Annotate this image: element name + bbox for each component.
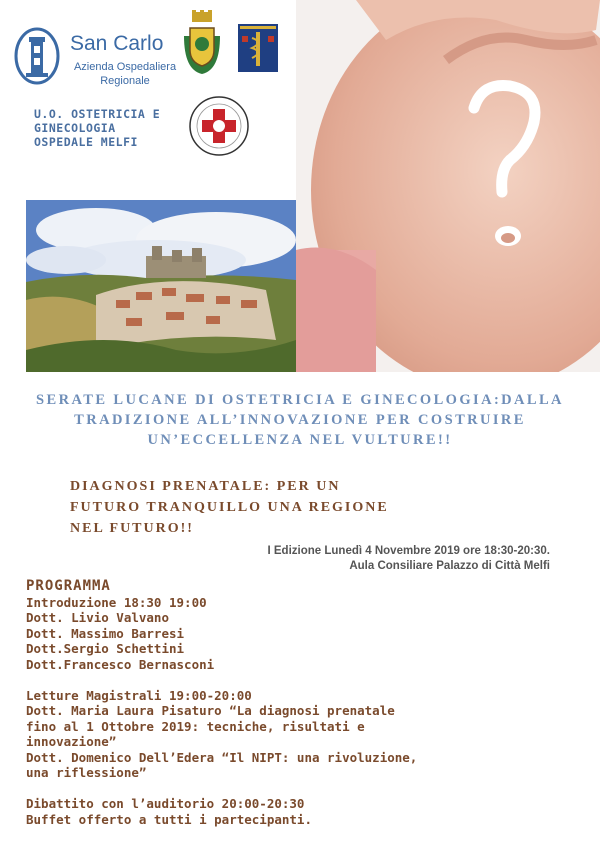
melfi-town-landscape-photo [26,200,296,372]
edition-line: I Edizione Lunedì 4 Novembre 2019 ore 18:30-20:30. [267,545,550,557]
headline-line2: TRADIZIONE ALL’INNOVAZIONE PER COSTRUIRE [74,412,526,428]
lecture-line: una riflessione” [26,765,147,780]
subtitle-line2: FUTURO TRANQUILLO UNA REGIONE [70,500,389,515]
lectures-title: Letture Magistrali 19:00-20:00 [26,687,252,703]
subtitle-line3: NEL FUTURO!! [70,521,194,536]
programme-intro: Introduzione 18:30 19:00 [26,594,207,610]
unit-line3: OSPEDALE MELFI [34,135,138,149]
pregnant-belly-question-mark-photo [296,0,600,372]
spacer [26,781,417,797]
lecture-line: fino al 1 Ottobre 2019: tecniche, risultati e [26,718,365,734]
unit-line2: GINECOLOGIA [34,121,116,135]
subtitle-line1: DIAGNOSI PRENATALE: PER UN [70,479,341,494]
debate-line: Dibattito con l’auditorio 20:00-20:30 [26,796,305,811]
event-date-venue [210,544,550,574]
lecture-line: Dott. Domenico Dell’Edera “Il NIPT: una rivoluzione, [26,749,418,765]
hospital-subtitle-line1: Azienda Ospedaliera [73,61,177,73]
programme-title: PROGRAMMA [26,578,111,594]
lecture-line: innovazione” [26,734,117,749]
speaker-line: Dott. Massimo Barresi [26,625,185,641]
event-subtitle [70,476,389,539]
unit-line1: U.O. OSTETRICIA E [34,107,161,121]
hospital-subtitle [70,60,180,88]
medical-order-shield-icon [236,22,280,74]
circular-seal-logo [188,95,250,157]
speaker-line: Dott. Livio Valvano [26,610,169,625]
headline-line3: UN’ECCELLENZA NEL VULTURE!! [147,432,453,448]
san-carlo-lighthouse-logo [14,26,60,86]
melfi-coat-of-arms-icon [178,10,226,76]
speaker-line: Dott.Sergio Schettini [26,641,185,656]
programme [26,579,417,827]
hospital-name: San Carlo [70,32,164,55]
event-series-title [0,390,600,450]
speaker-line: Dott.Francesco Bernasconi [26,656,215,672]
spacer [26,672,417,688]
headline-line1: SERATE LUCANE DI OSTETRICIA E GINECOLOGIA:DALLA [36,392,564,408]
buffet-line: Buffet offerto a tutti i partecipanti. [26,811,312,827]
location-line: Aula Consiliare Palazzo di Città Melfi [349,560,550,572]
hospital-subtitle-line2: Regionale [100,75,150,87]
unit-name [34,107,160,149]
lecture-line: Dott. Maria Laura Pisaturo “La diagnosi prenatale [26,703,395,718]
